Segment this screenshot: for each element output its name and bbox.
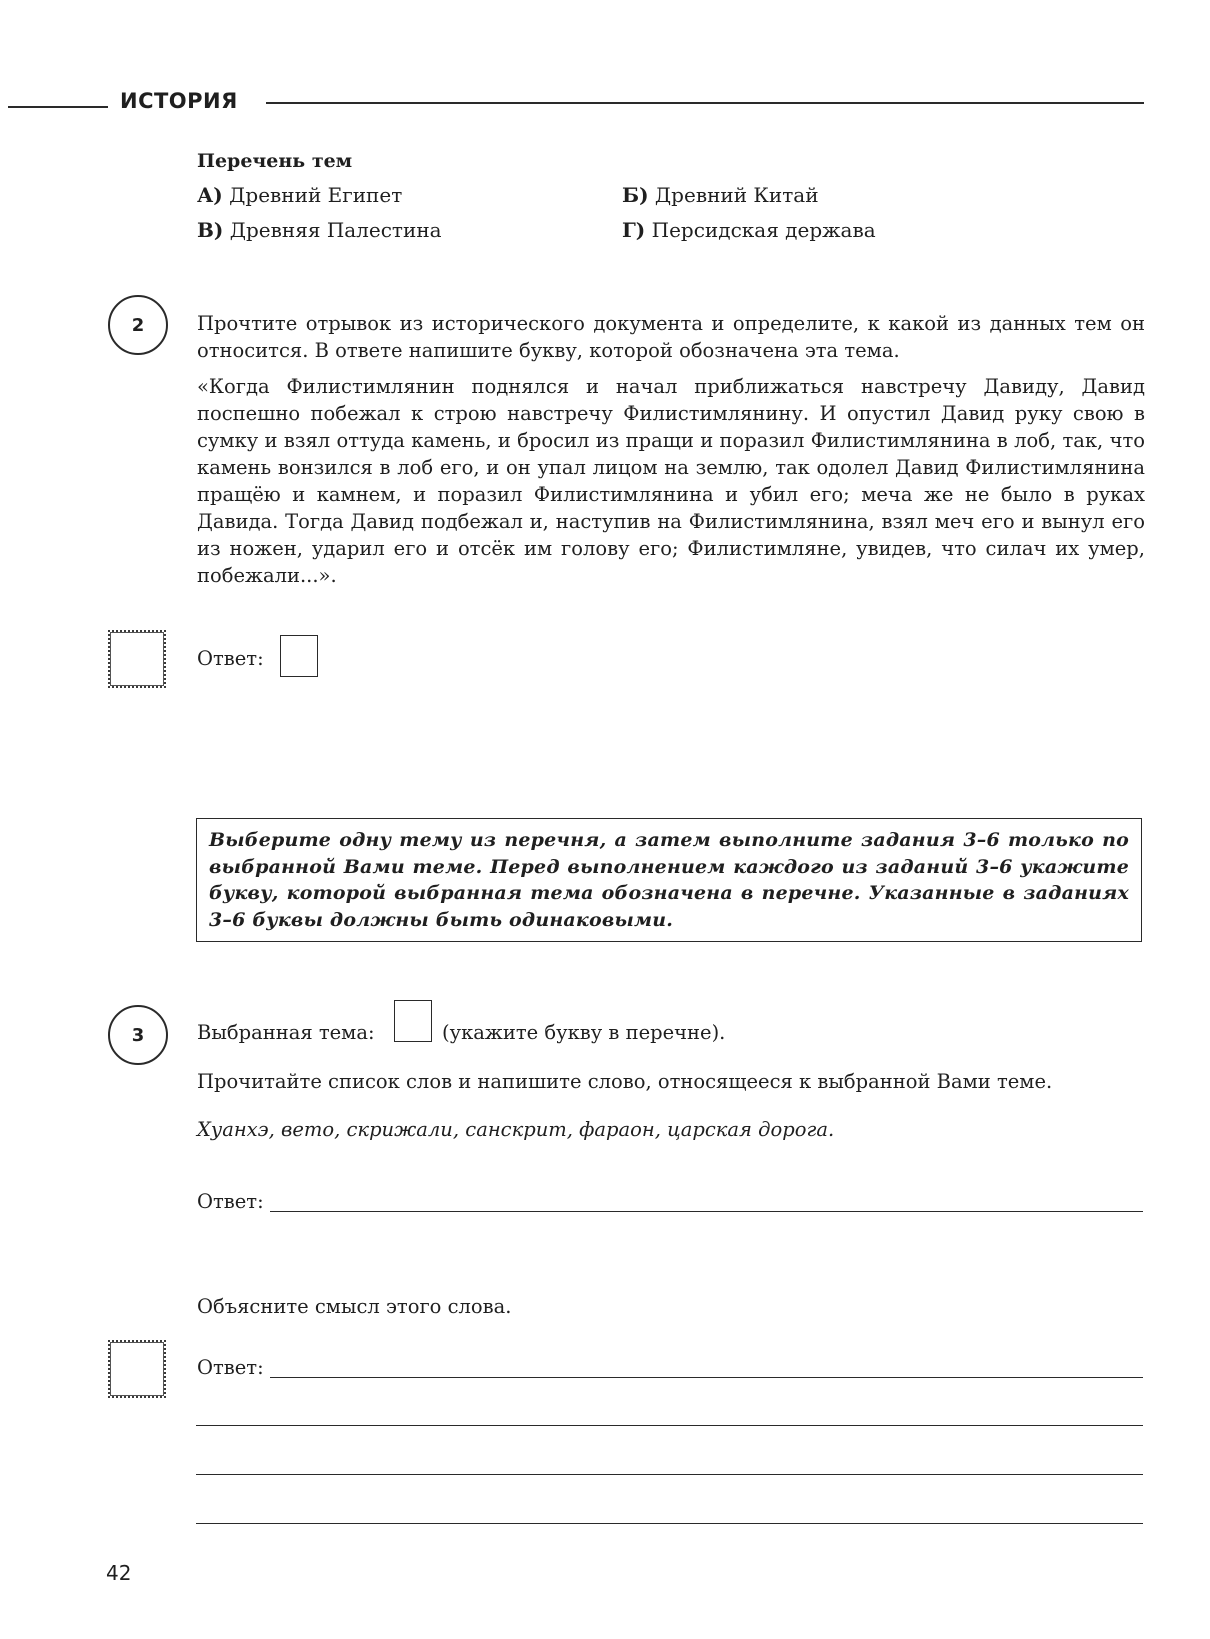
explain-answer-line-1[interactable] bbox=[270, 1377, 1143, 1378]
section-title: ИСТОРИЯ bbox=[120, 89, 238, 113]
task3-explain-answer-label: Ответ: bbox=[197, 1356, 264, 1379]
task3-explain-prompt: Объясните смысл этого слова. bbox=[197, 1295, 512, 1318]
topic-letter: А) bbox=[197, 183, 223, 207]
topic-a bbox=[197, 183, 402, 207]
page-number: 42 bbox=[106, 1561, 132, 1585]
header-rule-right bbox=[266, 102, 1144, 104]
topic-g bbox=[622, 218, 876, 242]
topic-letter: Б) bbox=[622, 183, 649, 207]
topic-letter: Г) bbox=[622, 218, 646, 242]
task3-answer-label: Ответ: bbox=[197, 1190, 264, 1213]
header-rule-left bbox=[8, 106, 108, 108]
task2-answer-label: Ответ: bbox=[197, 647, 264, 670]
topic-v bbox=[197, 218, 442, 242]
task3-prompt: Прочитайте список слов и напишите слово, относящееся к выбранной Вами теме. bbox=[197, 1070, 1053, 1093]
task2-prompt: Прочтите отрывок из исторического документа и определите, к какой из данных тем он относится. В ответе напишите букву, которой обозначена эта тема. bbox=[197, 312, 1145, 362]
task-number-2: 2 bbox=[108, 295, 168, 355]
topics-heading: Перечень тем bbox=[197, 150, 353, 172]
explain-answer-line-4[interactable] bbox=[196, 1523, 1143, 1524]
topic-name: Древний Египет bbox=[229, 183, 403, 207]
task3-chosen-label: Выбранная тема: bbox=[197, 1021, 375, 1044]
topic-letter: В) bbox=[197, 218, 224, 242]
task3-words: Хуанхэ, вето, скрижали, санскрит, фараон, царская дорога. bbox=[197, 1118, 835, 1141]
task3-chosen-hint: (укажите букву в перечне). bbox=[442, 1021, 726, 1044]
explain-answer-line-2[interactable] bbox=[196, 1425, 1143, 1426]
explain-answer-line-3[interactable] bbox=[196, 1474, 1143, 1475]
score-box-task2 bbox=[108, 630, 166, 688]
topic-name: Персидская держава bbox=[651, 218, 876, 242]
task2-quote: «Когда Филистимлянин поднялся и начал приближаться навстречу Давиду, Давид поспешно побежал к строю навстречу Филистимлянину. И опустил Давид руку свою в сумку и взял оттуда камень, и бросил из пращи и поразил Филистимлянина в лоб, так, что камень вонзился в лоб его, и он упал лицом на землю, так одолел Давид Филистимлянина пращёю и камнем, и поразил Филистимлянина и убил его; меча же не было в руках Давида. Тогда Давид подбежал и, наступив на Филистимлянина, взял меч его и вынул его из ножен, ударил его и отсёк им голову его; Филистимляне, увидев, что силач их умер, побежали...». bbox=[197, 375, 1145, 587]
topic-b bbox=[622, 183, 819, 207]
task3-answer-line[interactable] bbox=[270, 1211, 1143, 1212]
topic-name: Древний Китай bbox=[654, 183, 819, 207]
topic-name: Древняя Палестина bbox=[229, 218, 442, 242]
score-box-task3 bbox=[108, 1340, 166, 1398]
task-number-3: 3 bbox=[108, 1005, 168, 1065]
instruction-box: Выберите одну тему из перечня, а затем выполните задания 3–6 только по выбранной Вами теме. Перед выполнением каждого из заданий 3–6 укажите букву, которой выбранная тема обозначена в перечне. Указанные в заданиях 3–6 буквы должны быть одинаковыми. bbox=[196, 818, 1142, 942]
task2-answer-box[interactable] bbox=[280, 635, 318, 677]
task3-chosen-box[interactable] bbox=[394, 1000, 432, 1042]
